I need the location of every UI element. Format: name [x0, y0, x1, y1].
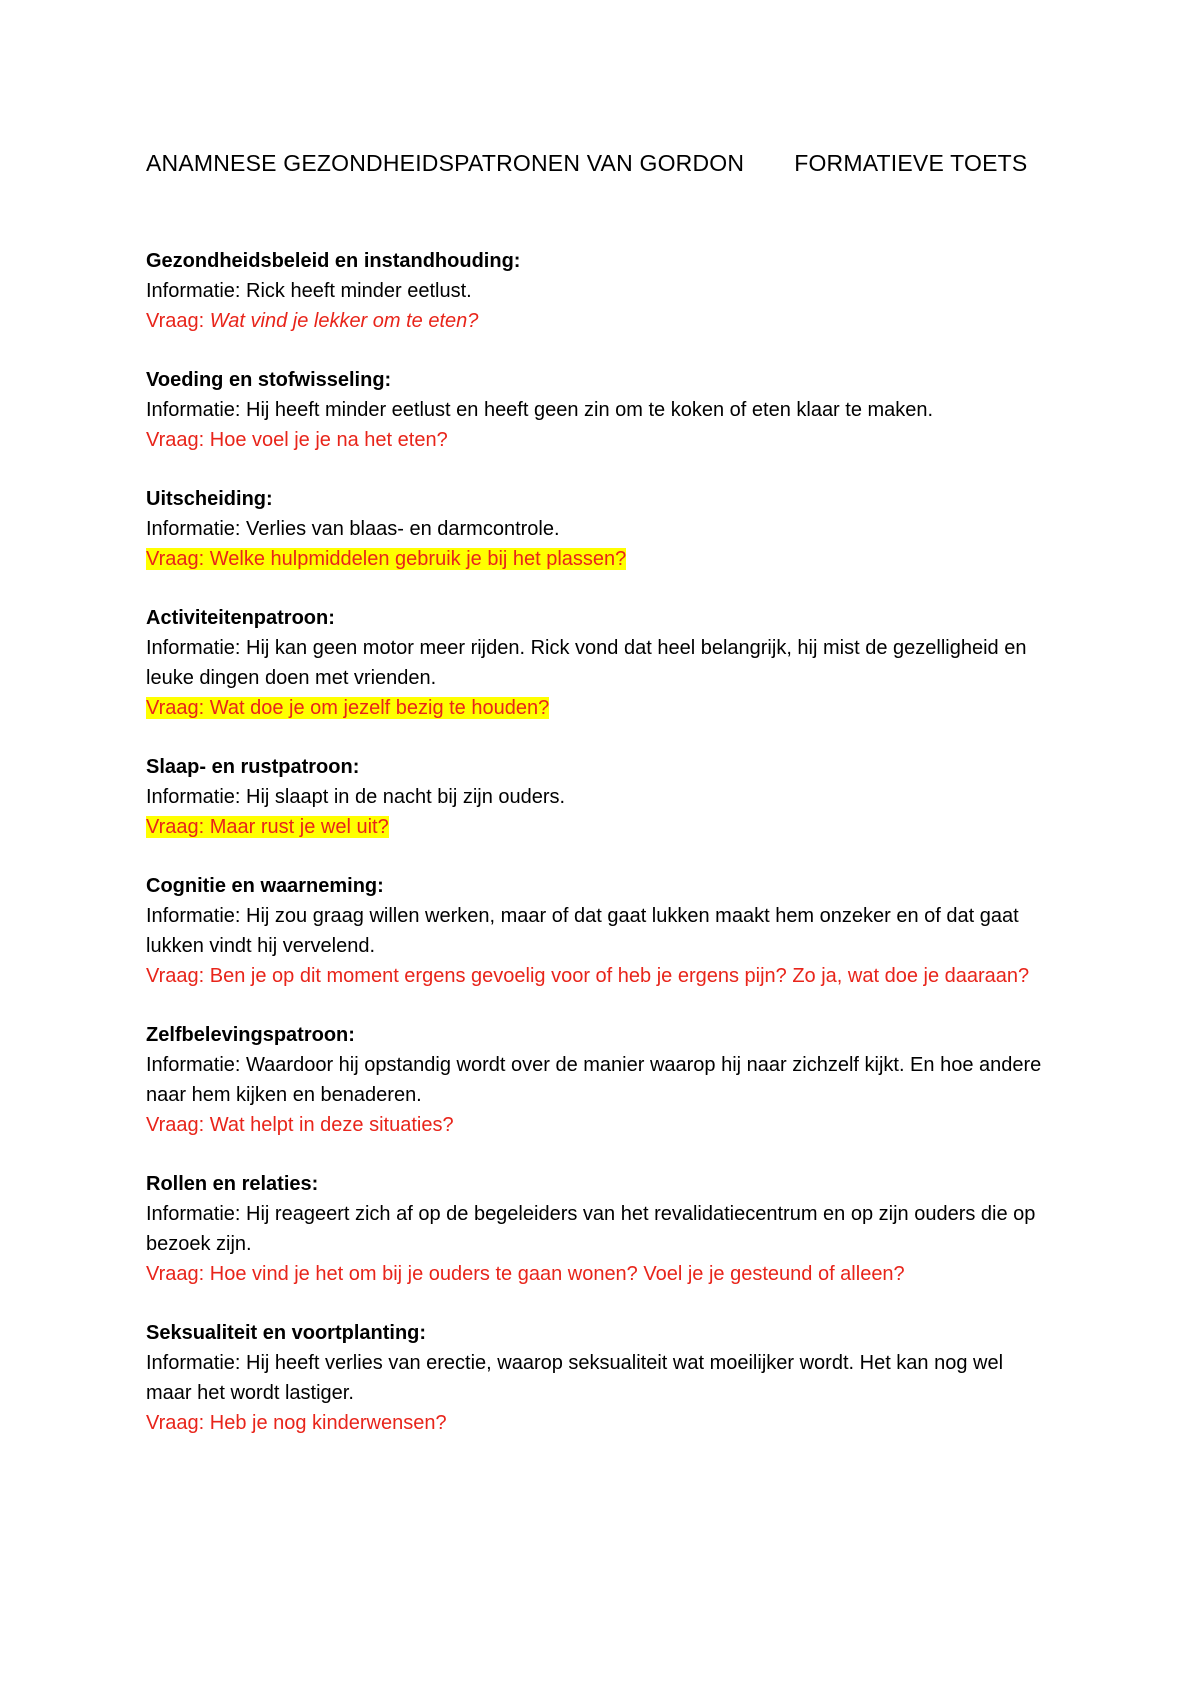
question-label: Vraag:	[146, 1412, 210, 1434]
pattern-section-zelfbeleving	[146, 1020, 1046, 1140]
pattern-section-uitscheiding	[146, 484, 1046, 574]
question-text: Maar rust je wel uit?	[209, 816, 389, 838]
question-highlight	[146, 548, 626, 570]
section-question	[146, 812, 1046, 842]
section-heading: Seksualiteit en voortplanting:	[146, 1322, 427, 1344]
question-highlight	[146, 816, 389, 838]
question-label: Vraag:	[146, 816, 210, 838]
question-label: Vraag:	[146, 1114, 210, 1136]
section-heading: Rollen en relaties:	[146, 1173, 319, 1195]
section-question	[146, 961, 1046, 991]
question-text: Wat doe je om jezelf bezig te houden?	[209, 697, 550, 719]
pattern-section-rollen-relaties	[146, 1169, 1046, 1289]
section-info: Informatie: Hij slaapt in de nacht bij zijn ouders.	[146, 786, 566, 808]
question-text: Heb je nog kinderwensen?	[209, 1412, 447, 1434]
section-heading: Cognitie en waarneming:	[146, 875, 384, 897]
section-heading: Activiteitenpatroon:	[146, 607, 335, 629]
question-text: Wat vind je lekker om te eten?	[209, 310, 479, 332]
section-question	[146, 693, 1046, 723]
section-info: Informatie: Rick heeft minder eetlust.	[146, 280, 472, 302]
pattern-section-activiteiten	[146, 603, 1046, 723]
question-text: Welke hulpmiddelen gebruik je bij het plassen?	[209, 548, 627, 570]
section-question	[146, 1408, 1046, 1438]
section-info: Informatie: Hij heeft verlies van erectie, waarop seksualiteit wat moeilijker wordt. Het kan nog wel maar het wordt lastiger.	[146, 1352, 1004, 1404]
section-info: Informatie: Hij kan geen motor meer rijden. Rick vond dat heel belangrijk, hij mist de gezelligheid en leuke dingen doen met vrienden.	[146, 637, 1027, 689]
section-info: Informatie: Waardoor hij opstandig wordt over de manier waarop hij naar zichzelf kijkt. En hoe andere naar hem kijken en benaderen.	[146, 1054, 1042, 1106]
pattern-section-cognitie	[146, 871, 1046, 991]
pattern-section-seksualiteit	[146, 1318, 1046, 1438]
question-text: Wat helpt in deze situaties?	[209, 1114, 454, 1136]
section-heading: Voeding en stofwisseling:	[146, 369, 392, 391]
section-heading: Uitscheiding:	[146, 488, 273, 510]
pattern-section-voeding	[146, 365, 1046, 455]
section-question	[146, 306, 1046, 336]
section-question	[146, 425, 1046, 455]
question-label: Vraag:	[146, 548, 210, 570]
question-text: Ben je op dit moment ergens gevoelig voor of heb je ergens pijn? Zo ja, wat doe je daaraan?	[209, 965, 1030, 987]
question-label: Vraag:	[146, 429, 210, 451]
section-question	[146, 544, 1046, 574]
section-heading: Zelfbelevingspatroon:	[146, 1024, 355, 1046]
section-question	[146, 1259, 1046, 1289]
section-info: Informatie: Hij heeft minder eetlust en heeft geen zin om te koken of eten klaar te maken.	[146, 399, 934, 421]
pattern-section-slaap-rust	[146, 752, 1046, 842]
question-label: Vraag:	[146, 310, 210, 332]
question-label: Vraag:	[146, 965, 210, 987]
question-highlight	[146, 697, 549, 719]
section-heading: Slaap- en rustpatroon:	[146, 756, 360, 778]
section-info: Informatie: Hij zou graag willen werken, maar of dat gaat lukken maakt hem onzeker en of dat gaat lukken vindt hij vervelend.	[146, 905, 1019, 957]
document-title-main: ANAMNESE GEZONDHEIDSPATRONEN VAN GORDON	[146, 150, 745, 176]
document-body	[146, 246, 1046, 1467]
pattern-section-gezondheidsbeleid	[146, 246, 1046, 336]
section-info: Informatie: Hij reageert zich af op de begeleiders van het revalidatiecentrum en op zijn ouders die op bezoek zijn.	[146, 1203, 1036, 1255]
question-label: Vraag:	[146, 697, 210, 719]
document-title-subtitle: FORMATIEVE TOETS	[794, 150, 1028, 176]
section-question	[146, 1110, 1046, 1140]
section-info: Informatie: Verlies van blaas- en darmcontrole.	[146, 518, 560, 540]
section-heading: Gezondheidsbeleid en instandhouding:	[146, 250, 521, 272]
question-label: Vraag:	[146, 1263, 210, 1285]
question-text: Hoe vind je het om bij je ouders te gaan wonen? Voel je je gesteund of alleen?	[209, 1263, 905, 1285]
question-text: Hoe voel je je na het eten?	[209, 429, 448, 451]
document-title	[146, 150, 1027, 177]
